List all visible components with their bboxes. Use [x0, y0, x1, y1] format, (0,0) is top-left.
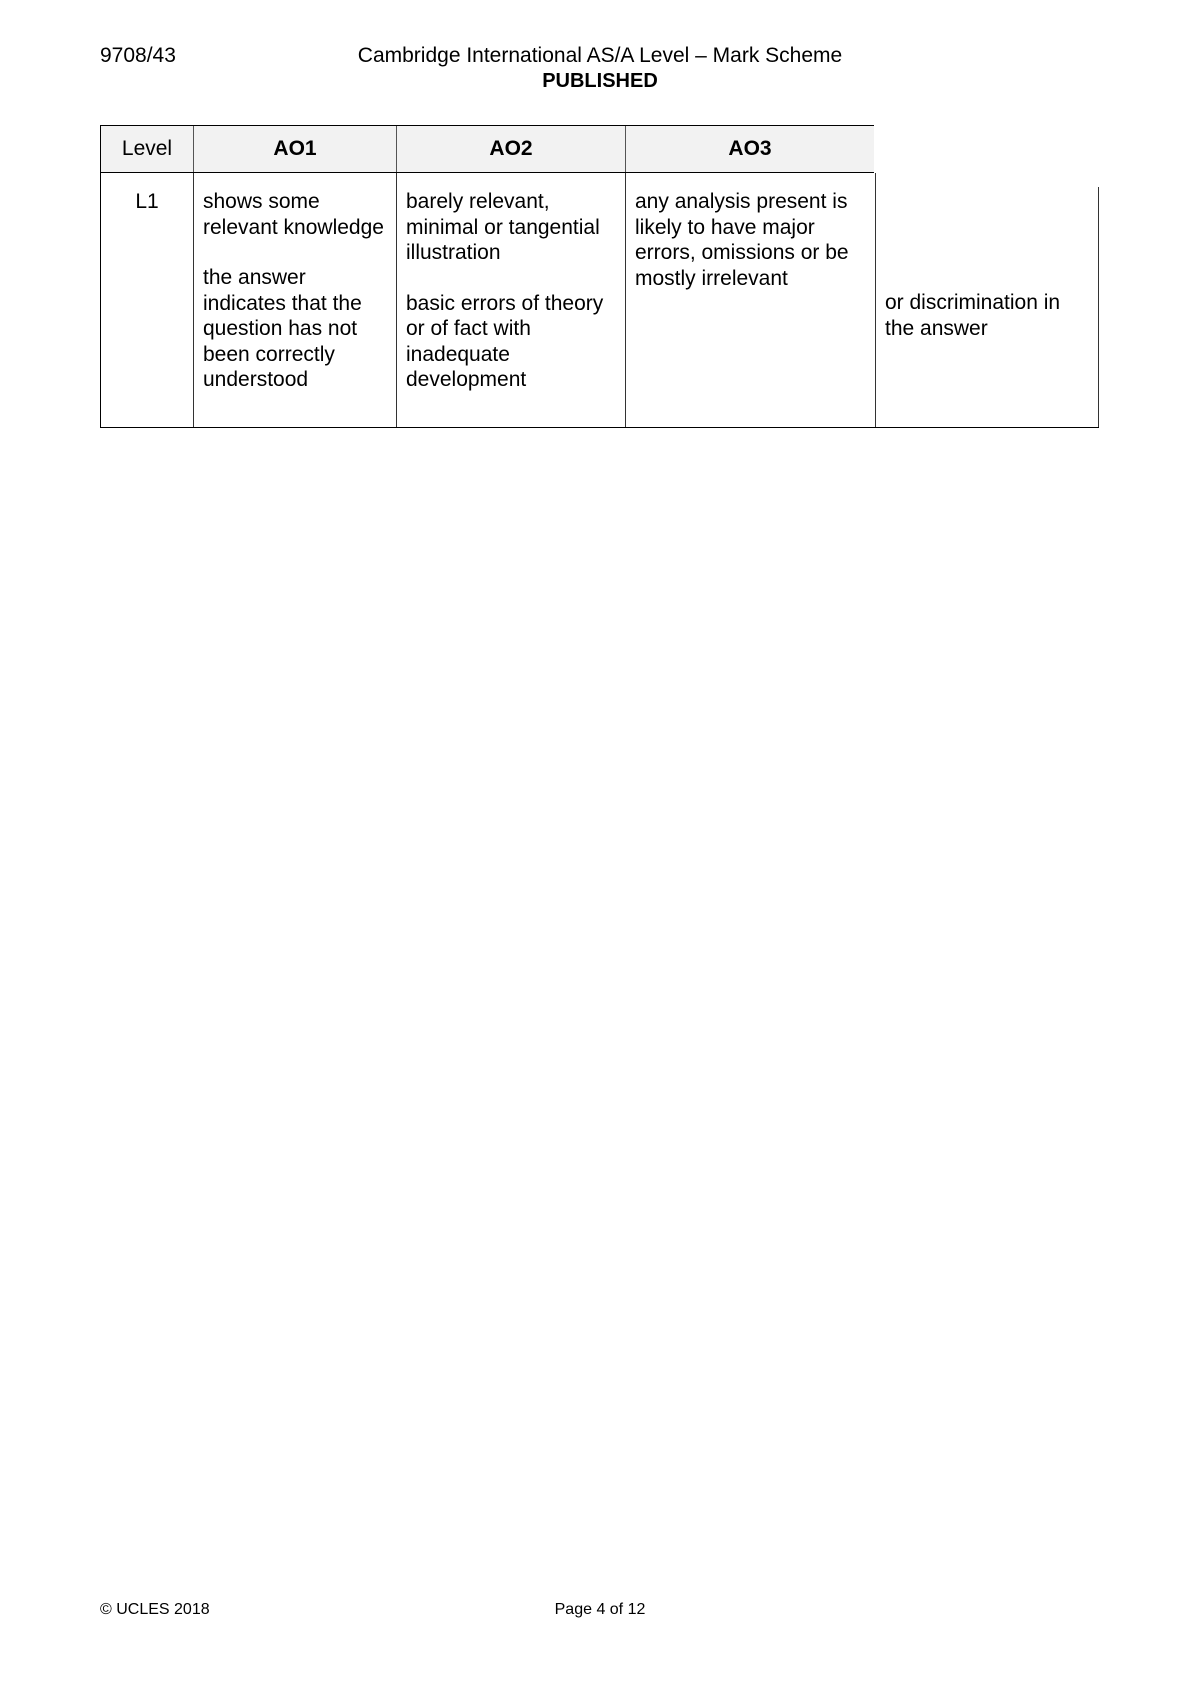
published-label: PUBLISHED	[542, 70, 658, 92]
header-ao2: AO2	[397, 126, 626, 172]
table-header-row	[100, 125, 874, 173]
column-divider	[396, 173, 397, 427]
table-row	[100, 173, 1099, 428]
ao2-point: barely relevant, minimal or tangential illustration	[406, 190, 600, 264]
cell-level: L1	[135, 190, 159, 213]
document-title: Cambridge International AS/A Level – Mark Scheme	[357, 44, 843, 67]
ao2-point: basic errors of theory or of fact with inadequate development	[406, 291, 604, 391]
column-divider	[1098, 187, 1099, 427]
cell-ao1	[203, 189, 393, 393]
paper-code: 9708/43	[100, 44, 176, 67]
header-ao1: AO1	[194, 126, 397, 172]
cell-ao2	[406, 189, 624, 393]
column-divider	[625, 173, 626, 427]
header-ao3: AO3	[728, 137, 772, 160]
header-level: Level	[101, 126, 194, 172]
ao3-point: any analysis present is likely to have major errors, omissions or be mostly irrelevant	[635, 190, 849, 290]
page-number: Page 4 of 12	[554, 1601, 646, 1618]
column-divider	[193, 173, 194, 427]
cell-ao3	[635, 189, 871, 291]
copyright-text: © UCLES 2018	[100, 1601, 210, 1618]
ao1-point: shows some relevant knowledge	[203, 190, 384, 239]
column-divider	[875, 173, 876, 427]
ao1-point: the answer indicates that the question has not been correctly understood	[203, 266, 362, 391]
cell-ao4	[885, 290, 1095, 341]
ao4-point: or discrimination in the answer	[885, 291, 1061, 340]
